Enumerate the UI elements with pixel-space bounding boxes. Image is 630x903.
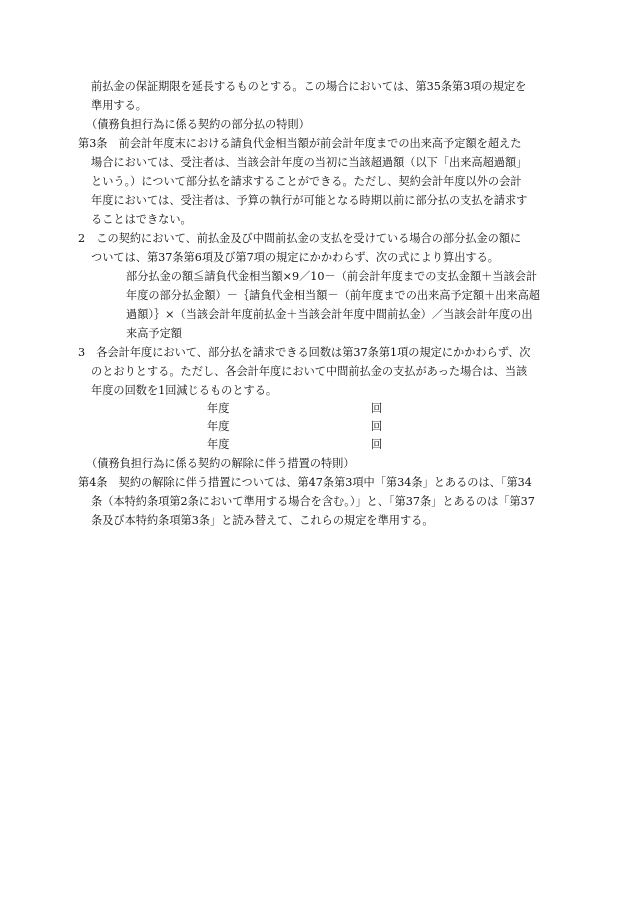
table-row-count-label: 回 [371,438,383,451]
section-heading: （債務負担行為に係る契約の解除に伴う措置の特則） [86,457,355,470]
article-4-line: 条及び本特約条項第3条」と読み替えて、これらの規定を準用する。 [91,514,434,527]
table-row-count-label: 回 [371,420,383,433]
table-row-count-label: 回 [371,402,383,415]
formula-line: 部分払金の額≦請負代金相当額×9／10－（前会計年度までの支払金額＋当該会計 [126,270,538,283]
article-3-line: 年度においては、受注者は、予算の執行が可能となる時期以前に部分払の支払を請求す [91,194,528,207]
article-3-line: ることはできない。 [91,213,192,226]
item-3-line: のとおりとする。ただし、各会計年度において中間前払金の支払があった場合は、当該 [91,365,528,378]
item-2-line: 2 この契約において、前払金及び中間前払金の支払を受けている場合の部分払金の額に [78,232,522,245]
table-row-year-label: 年度 [207,420,230,433]
table-row-year-label: 年度 [207,438,230,451]
item-3-line: 3 各会計年度において、部分払を請求できる回数は第37条第1項の規定にかかわらず、次 [78,346,531,359]
formula-line: 来高予定額 [126,327,182,340]
paragraph-line: 前払金の保証期限を延長するものとする。この場合においては、第35条第3項の規定を [91,80,527,93]
formula-line: 年度の部分払金額）－｛請負代金相当額－（前年度までの出来高予定額＋出来高超 [126,289,540,302]
article-3-line: 場合においては、受注者は、当該会計年度の当初に当該超過額（以下「出来高超過額」 [91,156,528,169]
section-heading: （債務負担行為に係る契約の部分払の特則） [86,118,310,131]
table-row-year-label: 年度 [207,402,230,415]
formula-line: 過額）｝×（当該会計年度前払金＋当該会計年度中間前払金）／当該会計年度の出 [126,308,533,321]
item-2-line: ついては、第37条第6項及び第7項の規定にかかわらず、次の式により算出する。 [91,251,499,264]
paragraph-line: 準用する。 [91,99,147,112]
article-4-line: 条（本特約条項第2条において準用する場合を含む。）」と、「第37条」とあるのは「第37 [91,495,535,508]
article-3-line: という。）について部分払を請求することができる。ただし、契約会計年度以外の会計 [91,175,522,188]
item-3-line: 年度の回数を1回減じるものとする。 [91,384,278,397]
article-4-line: 第4条 契約の解除に伴う措置については、第47条第3項中「第34条」とあるのは、「第34 [78,476,532,489]
article-3-line: 第3条 前会計年度末における請負代金相当額が前会計年度までの出来高予定額を超えた [78,137,522,150]
